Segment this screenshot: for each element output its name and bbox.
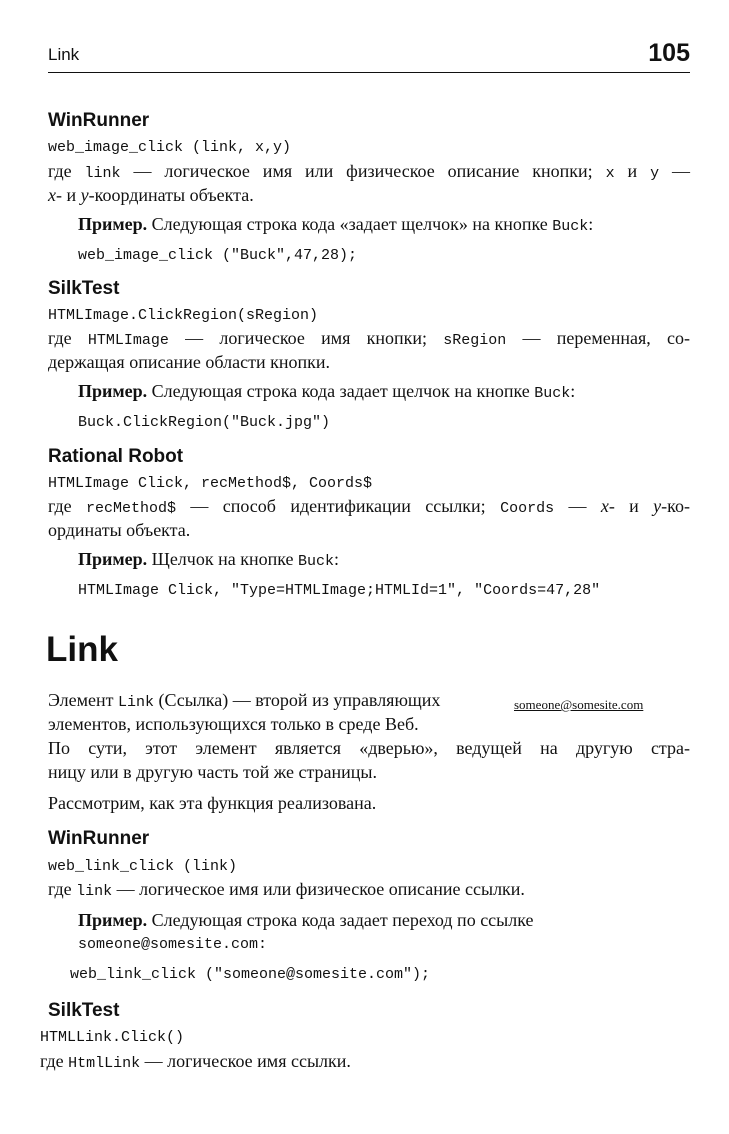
winrunner-image-example: Пример. Следующая строка кода «задает щелчок» на кнопке Buck: xyxy=(78,214,594,235)
winrunner-link-example-code: web_link_click ("someone@somesite.com"); xyxy=(70,966,431,983)
link-intro-line2: элементов, использующихся только в среде Веб. xyxy=(48,714,419,734)
rational-image-example: Пример. Щелчок на кнопке Buck: xyxy=(78,549,340,570)
rational-image-example-code: HTMLImage Click, "Type=HTMLImage;HTMLId=1", "Coords=47,28" xyxy=(78,582,601,599)
syntax-htmllink-click: HTMLLink.Click() xyxy=(40,1029,185,1046)
link-para2-line1: По сути, этот элемент является «дверью», ведущей на другую стра- xyxy=(48,738,690,758)
silktest-link-desc: где HtmlLink — логическое имя ссылки. xyxy=(40,1051,351,1072)
winrunner-link-desc: где link — логическое имя или физическое описание ссылки. xyxy=(48,879,525,900)
heading-rational-image: Rational Robot xyxy=(48,446,184,467)
link-para3: Рассмотрим, как эта функция реализована. xyxy=(48,793,377,813)
syntax-web-link-click: web_link_click (link) xyxy=(48,858,238,875)
syntax-htmlimage-click: HTMLImage Click, recMethod$, Coords$ xyxy=(48,475,373,492)
winrunner-image-desc-line1: где link — логическое имя или физическое описание кнопки; x и y — xyxy=(48,161,690,182)
rational-image-desc-line2: ординаты объекта. xyxy=(48,520,191,540)
running-head xyxy=(48,38,690,73)
syntax-web-image-click: web_image_click (link, x,y) xyxy=(48,139,292,156)
silktest-image-example-code: Buck.ClickRegion("Buck.jpg") xyxy=(78,414,331,431)
link-para2-line2: ницу или в другую часть той же страницы. xyxy=(48,762,378,782)
page-number: 105 xyxy=(648,39,690,67)
winrunner-link-example-line2: someone@somesite.com: xyxy=(78,936,268,953)
rational-image-desc-line1: где recMethod$ — способ идентификации ссылки; Coords — x- и y-ко- xyxy=(48,496,690,517)
heading-winrunner-link: WinRunner xyxy=(48,828,150,849)
winrunner-link-example: Пример. Следующая строка кода задает переход по ссылке xyxy=(78,910,534,930)
silktest-image-desc-line1: где HTMLImage — логическое имя кнопки; sRegion — переменная, со- xyxy=(48,328,690,349)
section-title-link: Link xyxy=(46,630,118,669)
heading-silktest-image: SilkTest xyxy=(48,278,120,299)
link-intro-line1: Элемент Link (Ссылка) — второй из управляющих xyxy=(48,690,441,711)
winrunner-image-desc-line2: x- и y-координаты объекта. xyxy=(48,185,254,205)
silktest-image-example: Пример. Следующая строка кода задает щелчок на кнопке Buck: xyxy=(78,381,576,402)
url-sample: someone@somesite.com xyxy=(514,697,644,712)
winrunner-image-example-code: web_image_click ("Buck",47,28); xyxy=(78,247,358,264)
syntax-clickregion: HTMLImage.ClickRegion(sRegion) xyxy=(48,307,319,324)
silktest-image-desc-line2: держащая описание области кнопки. xyxy=(48,352,330,372)
heading-winrunner-image: WinRunner xyxy=(48,110,150,131)
running-head-section: Link xyxy=(48,45,80,64)
heading-silktest-link: SilkTest xyxy=(48,1000,120,1021)
